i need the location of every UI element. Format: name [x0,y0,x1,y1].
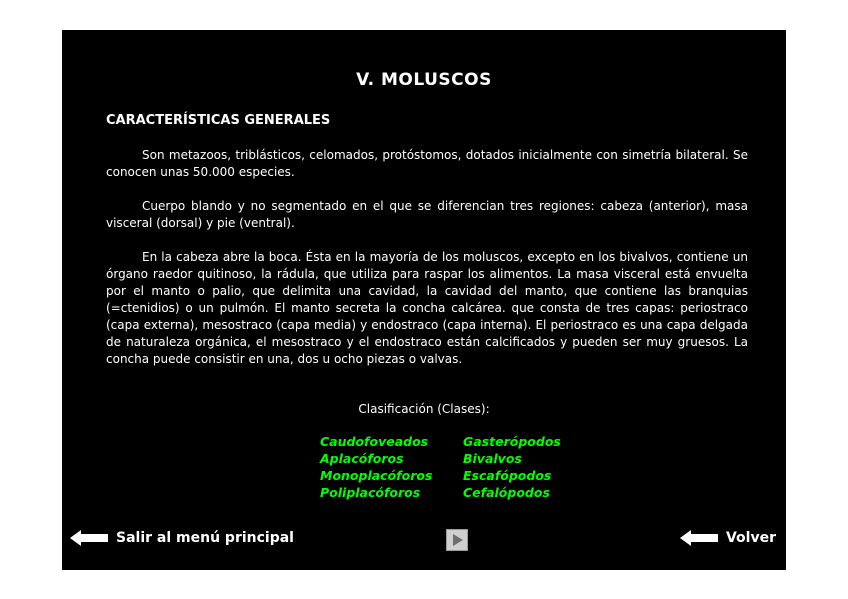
class-link-gasteropodos[interactable]: Gasterópodos [463,434,561,449]
page-title: V. MOLUSCOS [356,70,492,90]
exit-to-menu-button[interactable] [70,530,294,546]
classification-label: Clasificación (Clases): [358,402,490,416]
classes-left-list [320,433,432,501]
arrow-left-icon [70,530,108,546]
play-icon [453,534,463,546]
paragraph-3-text: En la cabeza abre la boca. Ésta en la mayoría de los moluscos, excepto en los bivalvos, contiene un órgano raedor quitinoso, la rádula, que utiliza para raspar los alimentos. La masa visceral está envuelta por el manto o palio, que delimita una cavidad, la cavidad del manto, que contiene las branquias (=ctenidios) o un pulmón. El manto secreta la concha calcárea. que consta de tres capas: periostraco (capa externa), mesostraco (capa media) y endostraco (capa interna). El periostraco es una capa delgada de naturaleza orgánica, el mesostraco y el endostraco están calcificados y pueden ser muy gruesos. La concha puede consistir en una, dos u ocho piezas o valvas. [106,250,748,366]
play-button[interactable] [446,529,468,551]
slide [62,30,786,570]
class-link-escafopodos[interactable]: Escafópodos [463,468,552,483]
back-button[interactable] [680,530,776,546]
classes-right-list [463,433,561,501]
paragraph-2-text: Cuerpo blando y no segmentado en el que se diferencian tres regiones: cabeza (anterior), masa visceral (dorsal) y pie (ventral). [106,199,748,230]
paragraph-2 [106,198,748,232]
class-link-poliplacoforos[interactable]: Poliplacóforos [320,485,421,500]
class-link-caudofoveados[interactable]: Caudofoveados [320,434,429,449]
class-link-bivalvos[interactable]: Bivalvos [463,451,522,466]
class-link-cefalopodos[interactable]: Cefalópodos [463,485,550,500]
class-link-aplacoforos[interactable]: Aplacóforos [320,451,404,466]
paragraph-3 [106,249,748,368]
section-heading: CARACTERÍSTICAS GENERALES [106,113,331,128]
paragraph-1 [106,147,748,181]
arrow-left-icon [680,530,718,546]
back-label: Volver [725,530,776,546]
class-link-monoplacoforos[interactable]: Monoplacóforos [320,468,433,483]
exit-to-menu-label: Salir al menú principal [116,530,294,546]
paragraph-1-text: Son metazoos, triblásticos, celomados, protóstomos, dotados inicialmente con simetría bilateral. Se conocen unas 50.000 especies. [106,148,748,179]
